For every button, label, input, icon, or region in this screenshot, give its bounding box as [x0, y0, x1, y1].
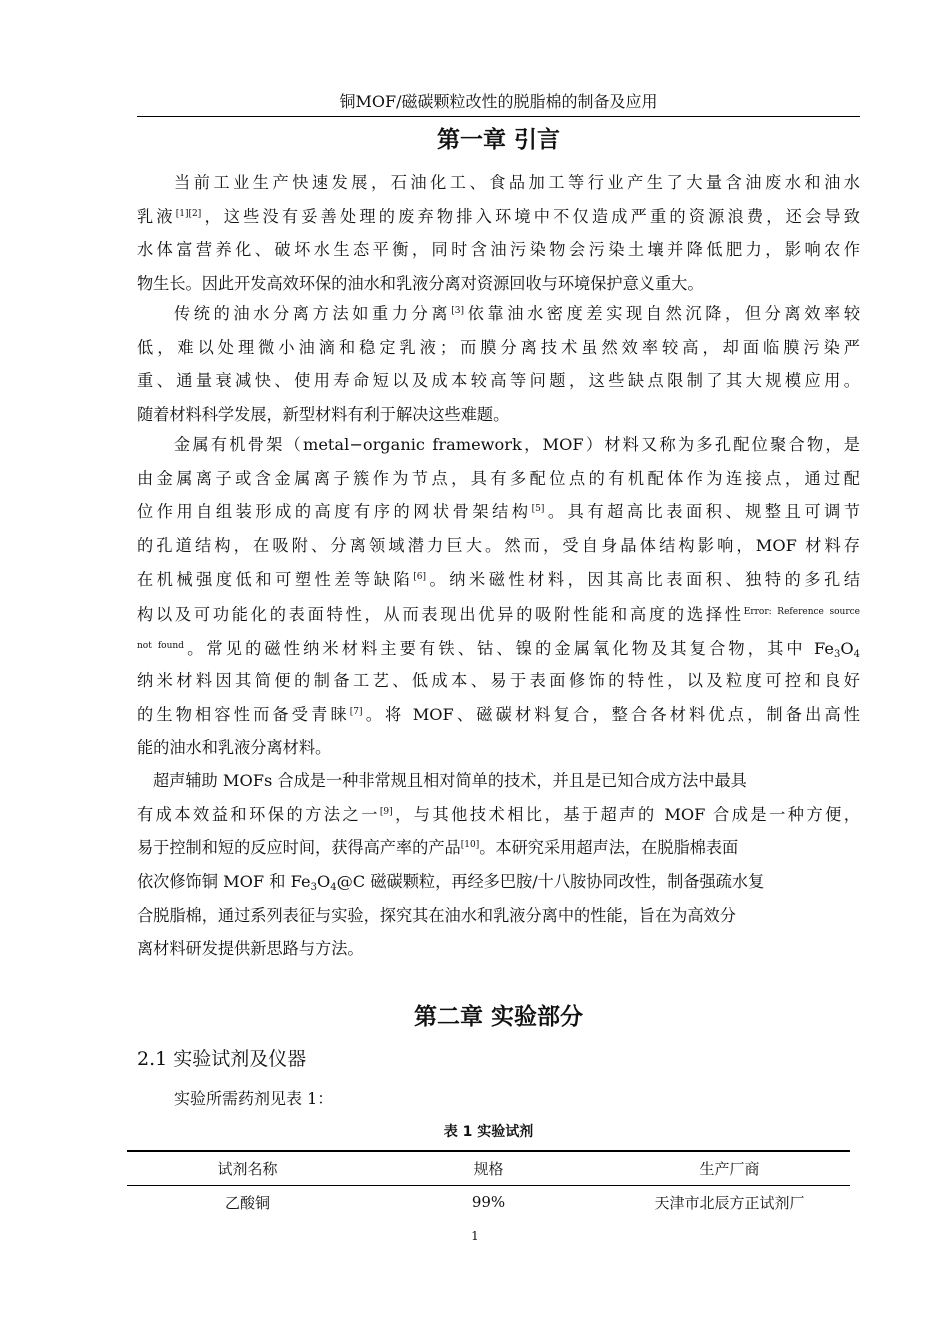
- paragraph-4: [137, 764, 860, 966]
- citation: [5]: [531, 504, 545, 515]
- table-cell: 乙酸铜: [224, 1193, 270, 1212]
- text-line: 离材料研发提供新思路与方法。: [137, 939, 364, 959]
- text-line: 位作用自组装形成的高度有序的网状骨架结构[5]。具有超高比表面积、规整且可调节: [137, 502, 861, 522]
- table-cell: 99%: [471, 1193, 506, 1211]
- text-line: 的孔道结构，在吸附、分离领域潜力巨大。然而，受自身晶体结构影响，MOF 材料存: [137, 536, 860, 556]
- chapter-2-title: 第二章 实验部分: [413, 1004, 583, 1030]
- citation: [10]: [460, 840, 480, 851]
- text-line: 在机械强度低和可塑性差等缺陷[6]。纳米磁性材料，因其高比表面积、独特的多孔结: [137, 569, 861, 589]
- citation: [6]: [413, 571, 426, 582]
- text-line: 合脱脂棉，通过系列表征与实验，探究其在油水和乳液分离中的性能，旨在为高效分: [137, 905, 736, 925]
- citation: [9]: [379, 806, 393, 817]
- paragraph-1: [137, 166, 860, 301]
- text-line: 构以及可功能化的表面特性，从而表现出优异的吸附性能和高度的选择性$^{Error: Reference source}$: [137, 605, 860, 625]
- column-header: 试剂名称: [217, 1160, 278, 1178]
- text-line: 超声辅助 MOFs 合成是一种非常规且相对简单的技术，并且是已知合成方法中最具: [153, 771, 747, 790]
- text-line: $^{not found}$。常见的磁性纳米材料主要有铁、钴、镍的金属氧化物及其复合物，其中 $Fe_3O_4$: [137, 639, 861, 661]
- text-line: 金属有机骨架（metal−organic framework，MOF）材料又称为多孔配位聚合物，是: [174, 435, 860, 454]
- text-line: 乳液[1][2]，这些没有妥善处理的废弃物排入环境中不仅造成严重的资源浪费，还会导致: [137, 206, 860, 226]
- table-caption: 表 1 实验试剂: [443, 1124, 534, 1140]
- text-line: 随着材料科学发展，新型材料有利于解决这些难题。: [137, 405, 510, 425]
- table-intro: 实验所需药剂见表 1：: [174, 1089, 334, 1108]
- text-line: 当前工业生产快速发展，石油化工、食品加工等行业产生了大量含油废水和油水: [174, 173, 860, 192]
- text-line: 纳米材料因其简便的制备工艺、低成本、易于表面修饰的特性，以及粒度可控和良好: [137, 670, 860, 690]
- page-number: 1: [471, 1229, 479, 1243]
- reference-error: not found: [137, 641, 184, 652]
- text-line: 由金属离子或含金属离子簇作为节点，具有多配位点的有机配体作为连接点，通过配: [137, 468, 860, 488]
- text-line: 低，难以处理微小油滴和稳定乳液；而膜分离技术虽然效率较高，却面临膜污染严: [137, 337, 860, 357]
- text-line: 易于控制和短的反应时间，获得高产率的产品[10]。本研究采用超声法，在脱脂棉表面: [137, 838, 739, 858]
- citation: [7]: [349, 706, 363, 717]
- text-line: 物生长。因此开发高效环保的油水和乳液分离对资源回收与环境保护意义重大。: [137, 274, 704, 294]
- citation: [3]: [451, 306, 464, 316]
- table-cell: 天津市北辰方正试剂厂: [654, 1193, 805, 1212]
- text-line: 能的油水和乳液分离材料。: [137, 738, 332, 758]
- paragraph-3: [137, 428, 860, 765]
- column-header: 规格: [473, 1160, 504, 1178]
- text-line: 水体富营养化、破坏水生态平衡，同时含油污染物会污染土壤并降低肥力，影响农作: [137, 240, 860, 260]
- text-line: 依次修饰铜 MOF 和 $Fe_3O_4@C$ 磁碳颗粒，再经多巴胺/十八胺协同改性，制备强疏水复: [137, 872, 765, 894]
- table-row: [127, 1186, 850, 1218]
- text-line: 有成本效益和环保的方法之一[9]，与其他技术相比，基于超声的 MOF 合成是一种方便，: [137, 804, 860, 824]
- section-title: 2.1 实验试剂及仪器: [137, 1048, 307, 1070]
- table-header-row: [127, 1152, 850, 1186]
- paragraph-2: [137, 297, 860, 432]
- citation: [1][2]: [175, 208, 202, 219]
- running-header: 铜MOF/磁碳颗粒改性的脱脂棉的制备及应用: [339, 92, 658, 111]
- reference-error: Error: Reference source: [743, 607, 860, 618]
- column-header: 生产厂商: [699, 1160, 760, 1178]
- text-line: 的生物相容性而备受青睐[7]。将 MOF、磁碳材料复合，整合各材料优点，制备出高性: [137, 704, 860, 724]
- text-line: 传统的油水分离方法如重力分离[3]依靠油水密度差实现自然沉降，但分离效率较: [174, 304, 861, 323]
- chapter-1-title: 第一章 引言: [436, 127, 560, 153]
- text-line: 重、通量衰减快、使用寿命短以及成本较高等问题，这些缺点限制了其大规模应用。: [137, 371, 860, 391]
- header-rule: [137, 116, 860, 117]
- reagent-table: [127, 1150, 850, 1218]
